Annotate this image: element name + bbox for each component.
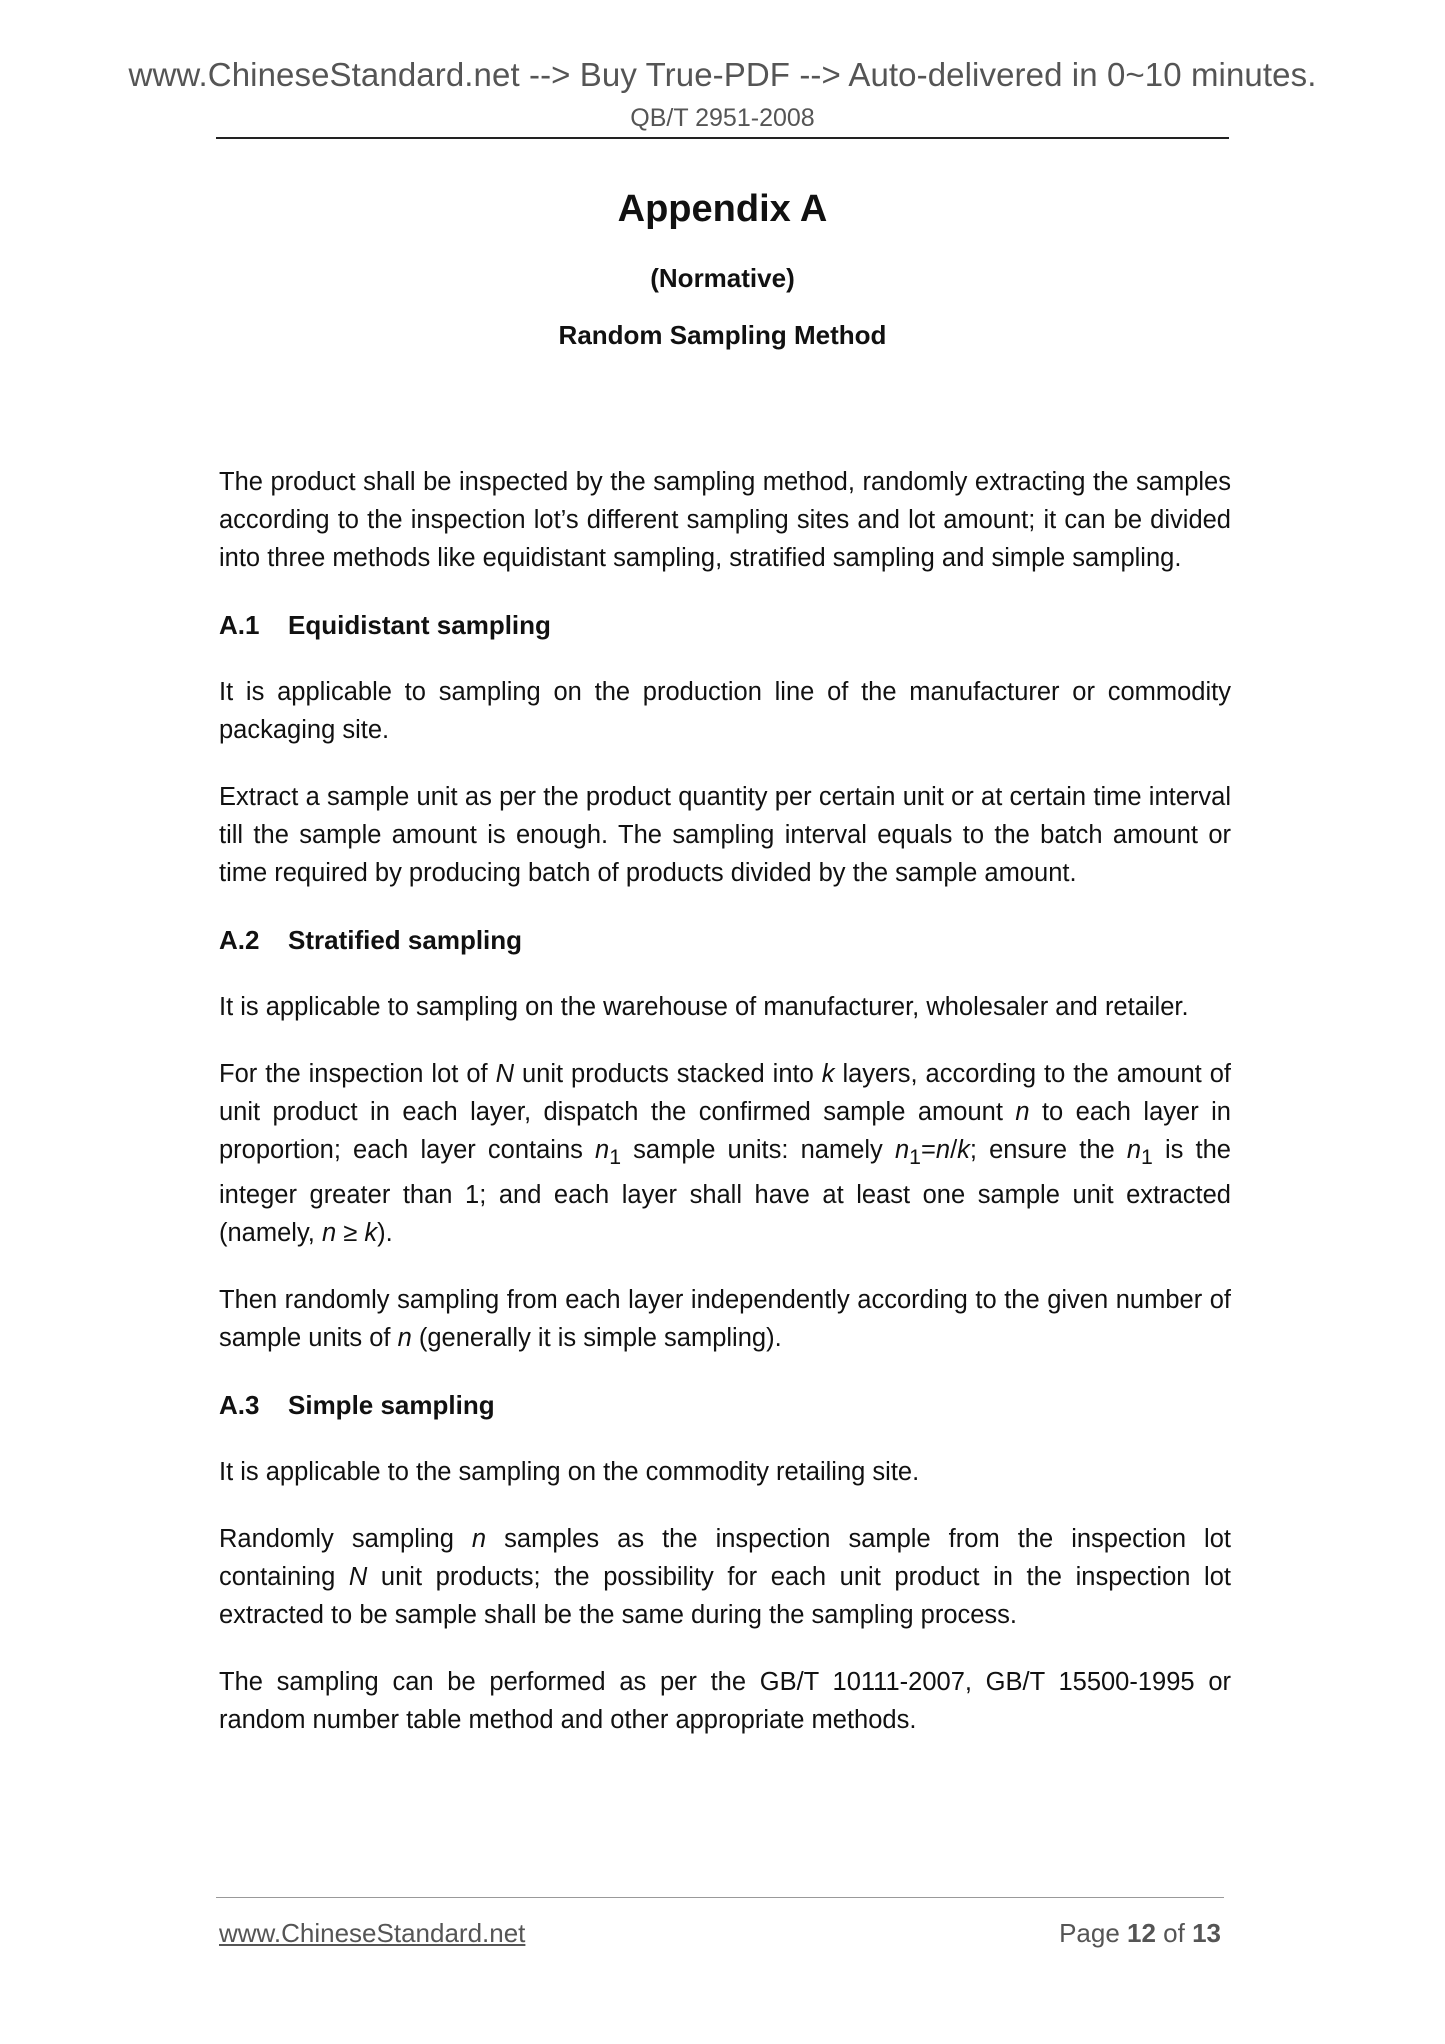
heading-a1-number: A.1: [219, 610, 260, 640]
heading-a3: [219, 1386, 1231, 1424]
a2-paragraph-3: Then randomly sampling from each layer independently according to the given number of sample units of n (generally it is simple sampling).: [219, 1286, 1231, 1353]
heading-a2-title: Stratified sampling: [288, 925, 523, 955]
standard-code: QB/T 2951-2008: [630, 104, 815, 132]
heading-a3-number: A.3: [219, 1390, 260, 1421]
header-divider: [216, 137, 1229, 139]
footer-site-link[interactable]: www.ChineseStandard.net: [219, 1918, 526, 1948]
section-title: Random Sampling Method: [558, 320, 887, 350]
header-banner: www.ChineseStandard.net --> Buy True-PDF --> Auto-delivered in 0~10 minutes.: [128, 56, 1317, 93]
a1-paragraph-1: It is applicable to sampling on the production line of the manufacturer or commodity packaging site.: [219, 678, 1231, 744]
page-number: Page 12 of 13: [1059, 1918, 1221, 1948]
a3-paragraph-2: Randomly sampling n samples as the inspection sample from the inspection lot containing N unit products; the possibility for each unit product in the inspection lot extracted to be sample shall be the same during the sampling process.: [219, 1525, 1231, 1630]
a2-paragraph-1: It is applicable to sampling on the warehouse of manufacturer, wholesaler and retailer.: [219, 993, 1189, 1021]
document-body: [219, 463, 1231, 1768]
a3-paragraph-1: It is applicable to the sampling on the commodity retailing site.: [219, 1458, 920, 1487]
heading-a1: [219, 606, 1231, 644]
footer-divider: [216, 1897, 1224, 1898]
normative-label: (Normative): [650, 263, 795, 293]
intro-paragraph: The product shall be inspected by the sampling method, randomly extracting the samples according to the inspection lot’s different sampling sites and lot amount; it can be divided into three methods like equidistant sampling, stratified sampling and simple sampling.: [219, 468, 1231, 572]
a2-paragraph-2: For the inspection lot of N unit products stacked into k layers, according to the amount of unit product in each layer, dispatch the confirmed sample amount n to each layer in proportion; each layer contains $n_1$ sample units: namely $n_1=n/k$; ensure the $n_1$ is the integer greater than 1; and each layer shall have at least one sample unit extracted (namely, n ≥ k).: [219, 1060, 1231, 1248]
appendix-title: Appendix A: [617, 188, 828, 230]
heading-a2: [219, 921, 1231, 959]
a1-paragraph-2: Extract a sample unit as per the product quantity per certain unit or at certain time interval till the sample amount is enough. The sampling interval equals to the batch amount or time required by producing batch of products divided by the sample amount.: [219, 783, 1231, 887]
heading-a1-title: Equidistant sampling: [288, 610, 551, 640]
a3-paragraph-3: The sampling can be performed as per the GB/T 10111-2007, GB/T 15500-1995 or random number table method and other appropriate methods.: [219, 1668, 1231, 1735]
heading-a2-number: A.2: [219, 925, 260, 955]
heading-a3-title: Simple sampling: [288, 1390, 495, 1421]
